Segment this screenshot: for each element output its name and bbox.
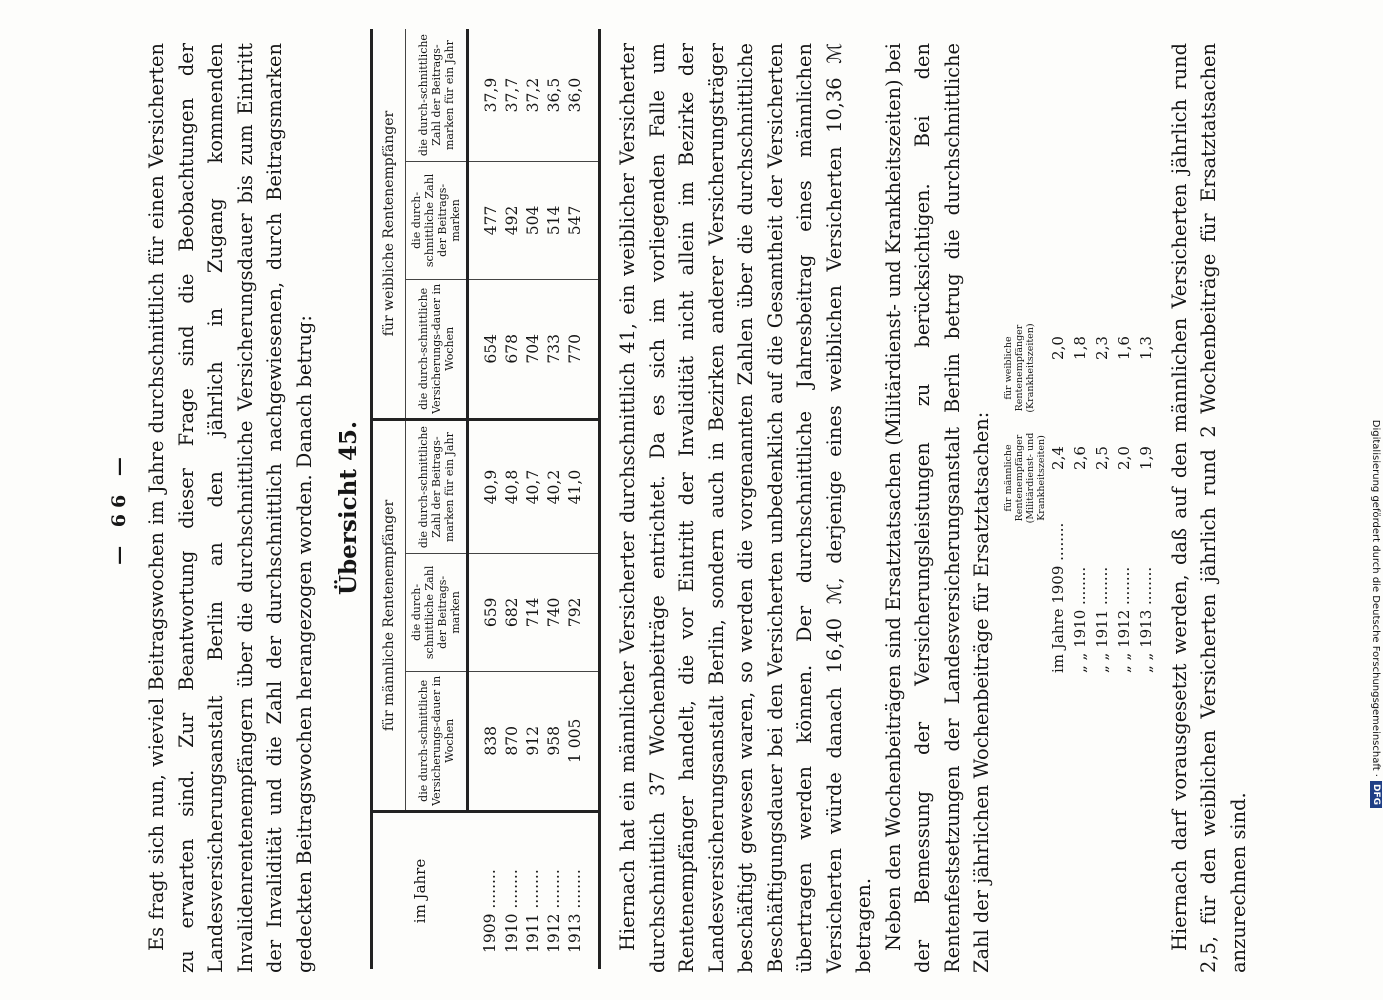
- ersatz-male-value: 2,6: [1070, 446, 1089, 470]
- funding-notice: [1369, 8, 1383, 808]
- ersatz-female-value: 1,6: [1114, 336, 1133, 360]
- male-zahl-header: die durch-schnittliche Zahl der Beitrags-marken: [406, 554, 468, 672]
- female-zahl-cell: 547: [565, 162, 600, 280]
- ersatz-row-label: „ „ 1910 ........: [1070, 566, 1089, 673]
- ersatz-row: [1113, 43, 1135, 673]
- male-jahr-cell: 40,8: [502, 420, 523, 554]
- ersatz-male-value: 2,4: [1048, 446, 1067, 470]
- table-row: [565, 29, 600, 969]
- table-title: Übersicht 45.: [335, 421, 362, 595]
- female-jahr-cell: 37,9: [468, 29, 503, 162]
- ersatz-male-value: 2,0: [1114, 446, 1133, 470]
- male-jahr-cell: 41,0: [565, 420, 600, 554]
- ersatz-table: [1003, 43, 1157, 673]
- female-dauer-cell: 704: [523, 279, 544, 419]
- male-dauer-cell: 838: [468, 671, 503, 811]
- paragraph-ersatz: Neben den Wochenbeiträgen sind Ersatztatsachen (Militärdienst- und Krankheitszeiten) bei der Bemessung der Versicherungsleistungen zu berücksichtigen. Bei den Rentenfestsetzungen der Landesversicherungsanstalt Berlin betrug die durchschnittliche Zahl der jährlichen Wochenbeiträge für Ersatztatsachen:: [881, 43, 993, 973]
- male-jahr-cell: 40,7: [523, 420, 544, 554]
- ersatz-row: [1135, 43, 1157, 673]
- table-row: [468, 29, 503, 969]
- ersatz-row-label: „ „ 1913 ........: [1136, 566, 1155, 673]
- paragraph-conclusion: Hiernach darf vorausgesetzt werden, daß auf den männlichen Versicherten jährlich rund 2,5, für den weiblichen Versicherten jährlich rund 2 Wochenbeiträge für Ersatztatsachen anzurechnen sind.: [1167, 43, 1250, 973]
- male-zahl-cell: 714: [523, 554, 544, 672]
- male-zahl-cell: 659: [468, 554, 503, 672]
- ersatz-male-value: 2,5: [1092, 446, 1111, 470]
- female-jahr-cell: 36,0: [565, 29, 600, 162]
- female-dauer-cell: 770: [565, 279, 600, 419]
- female-group-header: für weibliche Rentenempfänger: [372, 29, 406, 420]
- female-dauer-cell: 654: [468, 279, 503, 419]
- ersatz-table-header: [1003, 43, 1047, 533]
- paragraph-intro: Es fragt sich nun, wieviel Beitragswochen im Jahre durchschnittlich für einen Versicherten zu erwarten sind. Zur Beantwortung dieser Frage sind die Beobachtungen der Landesversicherungsanstalt Berlin an den jährlich in Zugang kommenden Invalidenrentenempfängern über die durchschnittliche Versicherungsdauer bis zum Eintritt der Invalidität und die Zahl der durchschnittlich nachgewiesenen, durch Beitragsmarken gedeckten Beitragswochen herangezogen worden. Danach betrug:: [145, 43, 316, 973]
- female-jahr-header: die durch-schnittliche Zahl der Beitrags-marken für ein Jahr: [406, 29, 468, 162]
- female-jahr-cell: 36,5: [544, 29, 565, 162]
- male-zahl-cell: 740: [544, 554, 565, 672]
- ersatz-female-value: 2,3: [1092, 336, 1111, 360]
- ersatz-male-header: für männliche Rentenempfänger (Militärdienst- und Krankheitszeiten): [1002, 432, 1047, 524]
- male-jahr-header: die durch-schnittliche Zahl der Beitrags-marken für ein Jahr: [406, 420, 468, 554]
- table-row: [502, 29, 523, 969]
- row-year: 1910 ........: [503, 869, 521, 953]
- ersatz-row-label: „ „ 1912 ........: [1114, 566, 1133, 673]
- row-year: 1912 ........: [545, 869, 563, 953]
- female-dauer-header: die durch-schnittliche Versicherungs-dauer in Wochen: [406, 279, 468, 419]
- female-dauer-cell: 678: [502, 279, 523, 419]
- ersatz-female-value: 1,3: [1136, 336, 1155, 360]
- female-zahl-cell: 504: [523, 162, 544, 280]
- female-zahl-cell: 477: [468, 162, 503, 280]
- table-row: [544, 29, 565, 969]
- overview-table-45: [370, 29, 601, 969]
- female-dauer-cell: 733: [544, 279, 565, 419]
- ersatz-row-label: im Jahre 1909 ........: [1048, 522, 1067, 673]
- male-zahl-cell: 792: [565, 554, 600, 672]
- ersatz-female-header: für weibliche Rentenempfänger (Krankheitszeiten): [1002, 323, 1036, 413]
- female-jahr-cell: 37,7: [502, 29, 523, 162]
- female-zahl-cell: 492: [502, 162, 523, 280]
- ersatz-row: [1047, 43, 1069, 673]
- male-jahr-cell: 40,9: [468, 420, 503, 554]
- ersatz-row-label: „ „ 1911 ........: [1092, 566, 1111, 673]
- ersatz-male-value: 1,9: [1136, 446, 1155, 470]
- male-group-header: für männliche Rentenempfänger: [372, 420, 406, 812]
- female-zahl-cell: 514: [544, 162, 565, 280]
- male-dauer-header: die durch-schnittliche Versicherungs-dauer in Wochen: [406, 671, 468, 811]
- paragraph-results: Hiernach hat ein männlicher Versicherter durchschnittlich 41, ein weiblicher Versicherter durchschnittlich 37 Wochenbeiträge entrichtet. Da es sich im vorliegenden Falle um Rentenempfänger handelt, die vor Eintritt der Invalidität nicht allein im Bezirke der Landesversicherungsanstalt Berlin, sondern auch in Bezirken anderer Versicherungsträger beschäftigt gewesen waren, so werden die vorgenannten Zahlen über die durchschnittliche Beschäftigungsdauer bei den Versicherten unbedenklich auf die Gesamtheit der Versicherten übertragen werden können. Der durchschnittliche Jahresbeitrag eines männlichen Versicherten würde danach 16,40 ℳ, derjenige eines weiblichen Versicherten 10,36 ℳ betragen.: [616, 43, 875, 973]
- male-zahl-cell: 682: [502, 554, 523, 672]
- row-year: 1913 ........: [566, 869, 584, 953]
- ersatz-female-value: 2,0: [1048, 336, 1067, 360]
- row-year: 1911 ........: [524, 869, 542, 953]
- ersatz-row: [1091, 43, 1113, 673]
- dfg-logo: DFG: [1370, 781, 1382, 808]
- female-jahr-cell: 37,2: [523, 29, 544, 162]
- scanned-page: [108, 34, 1250, 973]
- male-jahr-cell: 40,2: [544, 420, 565, 554]
- male-dauer-cell: 870: [502, 671, 523, 811]
- funding-notice-text: Digitalisierung gefördert durch die Deutsche Forschungsgemeinschaft ·: [1370, 419, 1382, 777]
- page-number: — 66 —: [108, 451, 130, 565]
- year-column-header: im Jahre: [411, 858, 430, 924]
- male-dauer-cell: 958: [544, 671, 565, 811]
- ersatz-row: [1069, 43, 1091, 673]
- table-row: [523, 29, 544, 969]
- ersatz-female-value: 1,8: [1070, 336, 1089, 360]
- male-dauer-cell: 1 005: [565, 671, 600, 811]
- male-dauer-cell: 912: [523, 671, 544, 811]
- row-year: 1909 ........: [481, 869, 500, 953]
- female-zahl-header: die durch-schnittliche Zahl der Beitrags-marken: [406, 162, 468, 280]
